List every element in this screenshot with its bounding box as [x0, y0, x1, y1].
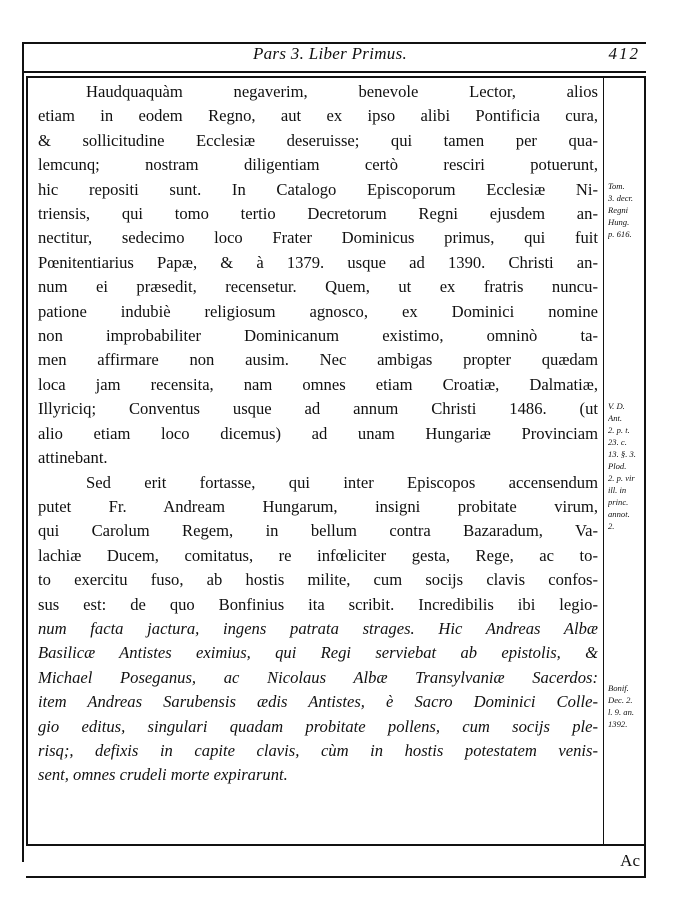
text-line: lemcunq; nostram diligentiam certò resciri potuerunt, [38, 155, 598, 175]
margin-note-reference [608, 180, 642, 240]
text-frame-right [644, 76, 646, 846]
text-line: alio etiam loco dicemus) ad unam Hungariæ Provinciam [38, 423, 598, 443]
page-number: 412 [608, 44, 640, 63]
margin-note-line: 1392. [608, 719, 628, 729]
footer-rule [26, 876, 646, 878]
text-line: Haudquaquàm negaverim, benevole Lector, alios [86, 82, 598, 101]
text-line: loca jam recensita, nam omnes etiam Croatiæ, Dalmatiæ, [38, 374, 598, 394]
text-frame-left [26, 76, 28, 846]
outer-left-rule [22, 42, 24, 862]
margin-note-line: Regni [608, 205, 629, 215]
margin-note-reference [608, 682, 642, 730]
text-frame-bottom [26, 844, 646, 846]
margin-note-line: Hung. [608, 217, 630, 227]
text-line: etiam in eodem Regno, aut ex ipso alibi Pontificia cura, [38, 106, 598, 126]
text-line: triensis, qui tomo tertio Decretorum Regni ejusdem an- [38, 204, 598, 224]
text-line: num ei præsedit, recensetur. Quem, ut ex fratris nuncu- [38, 277, 598, 297]
margin-note-line: ill. in [608, 485, 627, 495]
margin-column-divider [603, 76, 604, 846]
text-line: Pœnitentiarius Papæ, & à 1379. usque ad 1390. Christi an- [38, 252, 598, 272]
text-line: attinebant. [38, 448, 108, 468]
margin-note-line: 2. p. t. [608, 425, 630, 435]
margin-note-line: 2. [608, 521, 615, 531]
margin-note-line: Ant. [608, 413, 623, 423]
margin-note-line: Bonif. [608, 683, 629, 693]
margin-note-line: Dec. 2. [608, 695, 633, 705]
text-line: men affirmare non ausim. Nec ambigas propter quædam [38, 350, 598, 370]
margin-note-line: Tom. [608, 181, 625, 191]
footer-right-rule [644, 846, 646, 878]
text-line: non improbabiliter Dominicanum existimo, omninò ta- [38, 326, 598, 346]
margin-note-line: 13. §. 3. [608, 449, 636, 459]
text-line: to exercitu fuso, ab hostis milite, cum socijs clavis confos- [38, 570, 598, 590]
running-title: Pars 3. Liber Primus. [252, 44, 408, 63]
text-line: & sollicitudine Ecclesiæ deseruisse; qui tamen per qua- [38, 130, 598, 150]
text-line: patione indubiè religiosum agnosco, ex Dominici nomine [38, 301, 598, 321]
header-bottom-rule [22, 71, 646, 73]
text-line-quotation: Basilicæ Antistes eximius, qui Regi serviebat ab epistolis, & [38, 643, 598, 663]
margin-note-line: 23. c. [608, 437, 627, 447]
margin-note-line: l. 9. an. [608, 707, 635, 717]
text-line-quotation: num facta jactura, ingens patrata strages. Hic Andreas Albæ [38, 618, 598, 638]
margin-note-line: p. 616. [608, 229, 632, 239]
catchword: Ac [620, 851, 640, 870]
margin-note-line: annot. [608, 509, 630, 519]
margin-note-line: 3. decr. [608, 193, 634, 203]
text-line: hic repositi sunt. In Catalogo Episcoporum Ecclesiæ Ni- [38, 179, 598, 199]
text-line-quotation: item Andreas Sarubensis ædis Antistes, è Sacro Dominici Colle- [38, 692, 598, 712]
text-line-quotation: gio editus, singulari quadam probitate pollens, cum socijs ple- [38, 716, 598, 736]
text-line: lachiæ Ducem, comitatus, re infœliciter gesta, Rege, ac to- [38, 545, 598, 565]
text-line: qui Carolum Regem, in bellum contra Bazaradum, Va- [38, 521, 598, 541]
margin-note-line: princ. [608, 497, 629, 507]
text-frame-top [26, 76, 646, 78]
text-line-quotation: risq;, defixis in capite clavis, cùm in hostis potestatem venis- [38, 740, 598, 760]
margin-note-reference [608, 400, 642, 532]
text-line-quotation: Michael Poseganus, ac Nicolaus Albæ Transylvaniæ Sacerdos: [38, 667, 598, 687]
text-line: putet Fr. Andream Hungarum, insigni probitate virum, [38, 496, 598, 516]
margin-note-line: V. D. [608, 401, 625, 411]
body-text [38, 80, 598, 788]
text-line-quotation: sent, omnes crudeli morte expirarunt. [38, 765, 288, 785]
margin-note-line: Plod. [608, 461, 627, 471]
text-line: nectitur, sedecimo loco Frater Dominicus primus, qui fuit [38, 228, 598, 248]
margin-note-line: 2. p. vir [608, 473, 635, 483]
text-line: Sed erit fortasse, qui inter Episcopos accensendum [86, 472, 598, 492]
text-line: Illyriciq; Conventus usque ad annum Christi 1486. (ut [38, 399, 598, 419]
text-line: sus est: de quo Bonfinius ita scribit. Incredibilis ibi legio- [38, 594, 598, 614]
